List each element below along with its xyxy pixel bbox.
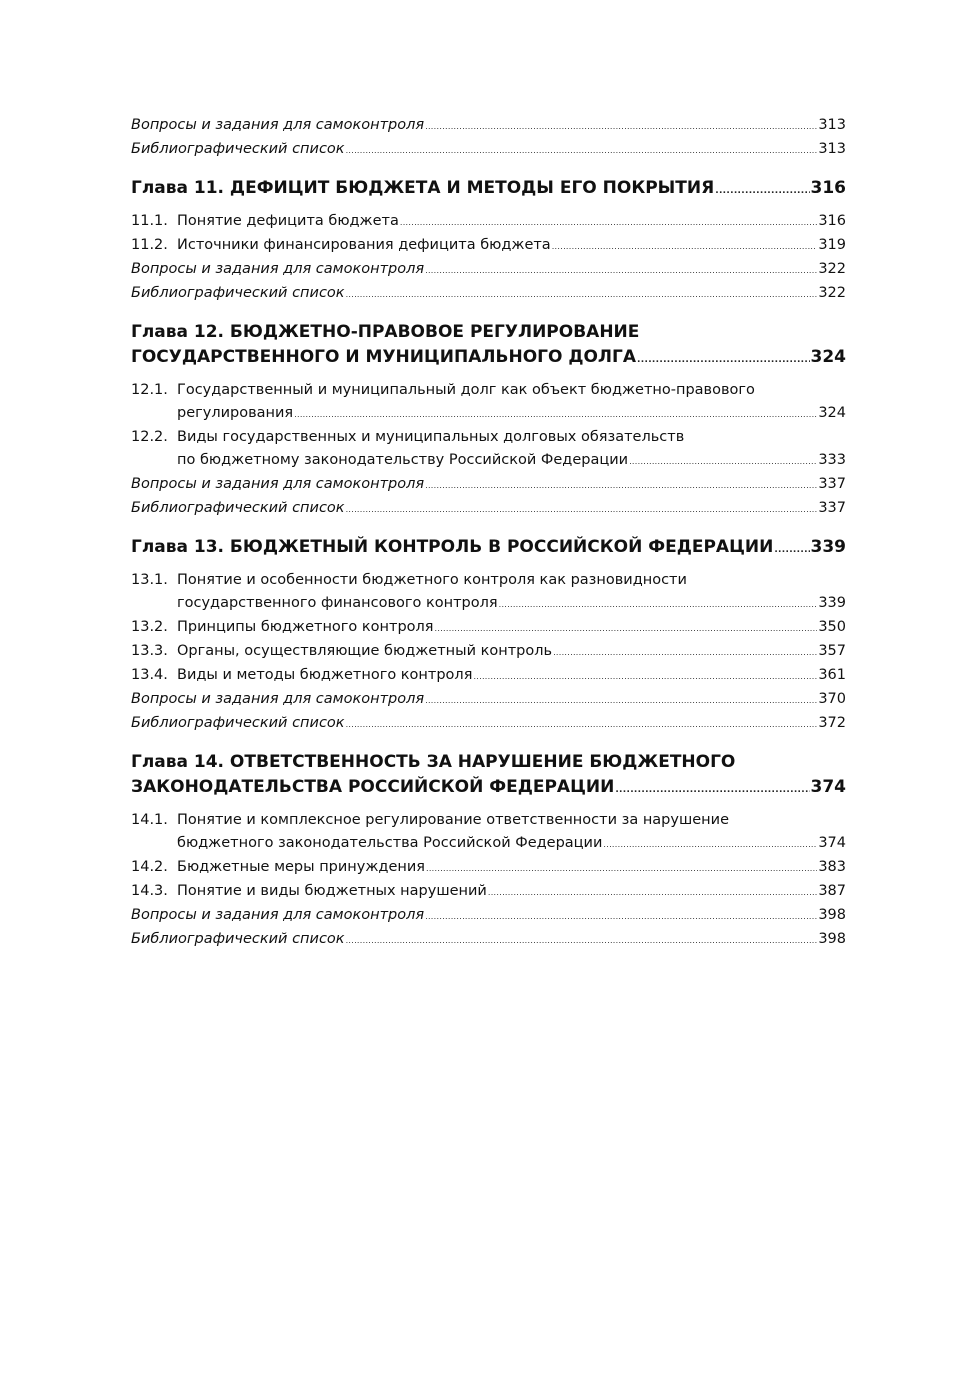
section-text: Понятие и комплексное регулирование ответственности за нарушение [177,812,729,828]
dot-leader [637,348,809,373]
entry-text: регулирования [177,405,294,421]
dot-leader [346,283,818,306]
page-number: 337 [818,500,846,516]
dot-leader [426,857,817,880]
page-number: 313 [818,141,846,157]
toc-extra-entry[interactable] [131,114,846,138]
section-last-line[interactable] [131,592,846,616]
toc-extra-entry[interactable] [131,138,846,162]
dot-leader [346,929,818,952]
dot-leader [715,179,809,204]
page-number: 383 [818,859,846,875]
entry-text: бюджетного законодательства Российской Федерации [177,835,603,851]
section-number: 13.1. [131,572,168,588]
page-number: 322 [818,285,846,301]
entry-text: Бюджетные меры принуждения [177,859,425,875]
entry-text: Вопросы и задания для самоконтроля [131,476,425,492]
section-last-line[interactable] [131,449,846,473]
page-number: 339 [818,595,846,611]
toc-extra-entry[interactable] [131,473,846,497]
dot-leader [294,403,817,426]
toc-extra-entry[interactable] [131,928,846,952]
dot-leader [425,259,817,282]
section-last-line[interactable] [131,832,846,856]
toc-section-entry[interactable] [131,379,846,426]
page-number: 350 [818,619,846,635]
chapter-title[interactable] [131,345,846,373]
section-number: 11.2. [131,237,168,253]
page-number: 398 [818,907,846,923]
toc-extra-entry[interactable] [131,258,846,282]
dot-leader [603,833,817,856]
entry-text: Глава 11. ДЕФИЦИТ БЮДЖЕТА И МЕТОДЫ ЕГО ПОКРЫТИЯ [131,178,715,198]
section-text: Виды государственных и муниципальных долговых обязательств [177,429,685,445]
dot-leader [553,641,817,664]
toc-section-entry[interactable] [131,210,846,234]
entry-text: Вопросы и задания для самоконтроля [131,117,425,133]
toc-section-entry[interactable] [131,664,846,688]
section-number: 14.2. [131,859,168,875]
dot-leader [425,905,817,928]
entry-text: ГОСУДАРСТВЕННОГО И МУНИЦИПАЛЬНОГО ДОЛГА [131,347,637,367]
chapter-title[interactable] [131,535,846,563]
entry-text: Глава 13. БЮДЖЕТНЫЙ КОНТРОЛЬ В РОССИЙСКОЙ ФЕДЕРАЦИИ [131,537,774,557]
entry-text: Библиографический список [131,715,345,731]
toc-section-entry[interactable] [131,640,846,664]
dot-leader [425,689,817,712]
dot-leader [346,498,818,521]
section-number: 12.2. [131,429,168,445]
section-first-line [131,426,846,449]
section-number: 11.1. [131,213,168,229]
entry-text: Вопросы и задания для самоконтроля [131,907,425,923]
entry-text: Принципы бюджетного контроля [177,619,434,635]
page-number: 324 [818,405,846,421]
page-number: 316 [818,213,846,229]
dot-leader [473,665,817,688]
toc-extra-entry[interactable] [131,688,846,712]
section-last-line[interactable] [131,402,846,426]
section-number: 13.2. [131,619,168,635]
toc-extra-entry[interactable] [131,497,846,521]
page-number: 361 [818,667,846,683]
toc-section-entry[interactable] [131,809,846,856]
section-number: 14.1. [131,812,168,828]
page-number: 374 [818,835,846,851]
toc-section-entry[interactable] [131,880,846,904]
entry-text: Понятие дефицита бюджета [177,213,399,229]
dot-leader [346,713,818,736]
entry-text: государственного финансового контроля [177,595,498,611]
section-text: Государственный и муниципальный долг как объект бюджетно-правового [177,382,755,398]
page-number: 374 [810,777,846,797]
chapter-heading[interactable] [131,535,846,563]
page-number: 339 [810,537,846,557]
toc-extra-entry[interactable] [131,712,846,736]
entry-text: Понятие и виды бюджетных нарушений [177,883,487,899]
entry-text: Источники финансирования дефицита бюджета [177,237,551,253]
dot-leader [435,617,818,640]
entry-text: Библиографический список [131,500,345,516]
page-number: 337 [818,476,846,492]
entry-text: Виды и методы бюджетного контроля [177,667,473,683]
dot-leader [629,450,817,473]
page-number: 372 [818,715,846,731]
page-number: 313 [818,117,846,133]
section-number: 14.3. [131,883,168,899]
dot-leader [488,881,817,904]
toc-extra-entry[interactable] [131,282,846,306]
toc-extra-entry[interactable] [131,904,846,928]
toc-section-entry[interactable] [131,234,846,258]
section-number: 12.1. [131,382,168,398]
section-number: 13.3. [131,643,168,659]
page-number: 387 [818,883,846,899]
page-number: 322 [818,261,846,277]
entry-text: ЗАКОНОДАТЕЛЬСТВА РОССИЙСКОЙ ФЕДЕРАЦИИ [131,777,615,797]
entry-text: Органы, осуществляющие бюджетный контроль [177,643,553,659]
dot-leader [346,139,818,162]
dot-leader [552,235,818,258]
entry-text: Вопросы и задания для самоконтроля [131,261,425,277]
chapter-heading[interactable] [131,750,846,803]
page-number: 357 [818,643,846,659]
chapter-heading[interactable] [131,176,846,204]
section-text: Понятие и особенности бюджетного контроля как разновидности [177,572,687,588]
toc-section-entry[interactable] [131,616,846,640]
entry-text: Вопросы и задания для самоконтроля [131,691,425,707]
dot-leader [425,474,817,497]
page-number: 316 [810,178,846,198]
chapter-title-line: Глава 14. ОТВЕТСТВЕННОСТЬ ЗА НАРУШЕНИЕ БЮДЖЕТНОГО [131,752,736,772]
dot-leader [425,115,817,138]
entry-text: по бюджетному законодательству Российской Федерации [177,452,629,468]
page-number: 398 [818,931,846,947]
dot-leader [499,593,818,616]
toc-section-entry[interactable] [131,426,846,473]
page-number: 324 [810,347,846,367]
section-first-line [131,379,846,402]
chapter-heading[interactable] [131,320,846,373]
chapter-title[interactable] [131,775,846,803]
toc-section-entry[interactable] [131,569,846,616]
entry-text: Библиографический список [131,141,345,157]
page-number: 333 [818,452,846,468]
section-number: 13.4. [131,667,168,683]
dot-leader [400,211,817,234]
table-of-contents [131,114,846,952]
page-number: 319 [818,237,846,253]
entry-text: Библиографический список [131,931,345,947]
dot-leader [774,538,809,563]
entry-text: Библиографический список [131,285,345,301]
chapter-title[interactable] [131,176,846,204]
toc-section-entry[interactable] [131,856,846,880]
dot-leader [615,778,809,803]
section-first-line [131,569,846,592]
chapter-title-line: Глава 12. БЮДЖЕТНО-ПРАВОВОЕ РЕГУЛИРОВАНИЕ [131,322,640,342]
section-first-line [131,809,846,832]
page-number: 370 [818,691,846,707]
